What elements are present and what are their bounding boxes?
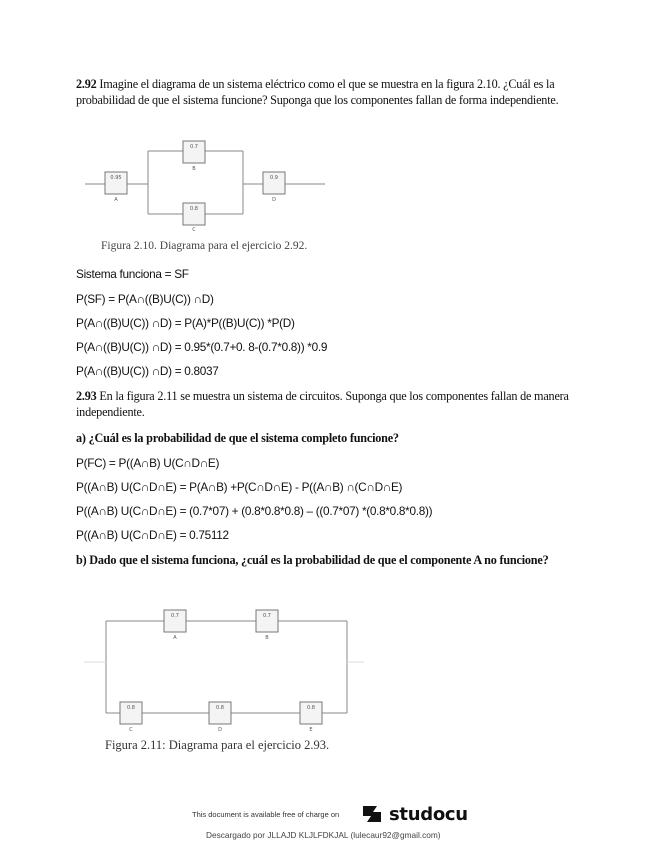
solution-line: P(FC) = P((A∩B) U(C∩D∩E) (76, 456, 220, 470)
component-d-label: D (272, 197, 276, 203)
component-e-prob: 0.8 (307, 705, 315, 711)
problem-number: 2.92 (76, 77, 97, 91)
component-b-prob: 0.7 (263, 613, 271, 619)
component-d-prob: 0.8 (216, 705, 224, 711)
component-a-prob: 0.7 (171, 613, 179, 619)
component-a-prob: 0.95 (110, 175, 122, 181)
footer-available-text: This document is available free of charge on (192, 810, 340, 819)
question-b: b) Dado que el sistema funciona, ¿cuál es la probabilidad de que el componente A no funcione? (76, 553, 549, 567)
component-d-prob: 0.9 (270, 175, 278, 181)
figure-2-11-diagram (84, 603, 364, 733)
solution-line: P((A∩B) U(C∩D∩E) = 0.75112 (76, 528, 229, 542)
figure-2-11-caption: Figura 2.11: Diagrama para el ejercicio 2.93. (105, 738, 330, 752)
studocu-logo[interactable] (360, 802, 468, 826)
component-b-label: B (265, 635, 269, 641)
solution-line: P(A∩((B)U(C)) ∩D) = 0.95*(0.7+0. 8-(0.7*0.8)) *0.9 (76, 340, 328, 354)
figure-2-10-caption: Figura 2.10. Diagrama para el ejercicio 2.92. (101, 240, 308, 252)
component-c-label: C (192, 227, 196, 233)
problem-number: 2.93 (76, 389, 97, 403)
solution-line: Sistema funciona = SF (76, 267, 189, 281)
problem-text: En la figura 2.11 se muestra un sistema de circuitos. Suponga que los componentes fallan de manera independiente. (76, 389, 569, 419)
component-c-label: C (129, 727, 133, 733)
problem-text: Imagine el diagrama de un sistema eléctrico como el que se muestra en la figura 2.10. ¿Cuál es la probabilidad de que el sistema funcione? Suponga que los componentes fallan de forma independiente. (76, 77, 559, 107)
solution-line: P(SF) = P(A∩((B)U(C)) ∩D) (76, 292, 214, 306)
studocu-brand: studocu (389, 803, 468, 825)
solution-line: P(A∩((B)U(C)) ∩D) = P(A)*P((B)U(C)) *P(D) (76, 316, 295, 330)
problem-2-93-statement (76, 389, 586, 420)
solution-line: P((A∩B) U(C∩D∩E) = P(A∩B) +P(C∩D∩E) - P((A∩B) ∩(C∩D∩E) (76, 480, 403, 494)
question-a: a) ¿Cuál es la probabilidad de que el sistema completo funcione? (76, 431, 399, 445)
component-a-label: A (114, 197, 118, 203)
component-c-prob: 0.8 (127, 705, 135, 711)
component-e-label: E (309, 727, 313, 733)
figure-2-10-diagram (80, 138, 330, 238)
studocu-logo-icon (360, 802, 386, 826)
component-d-label: D (218, 727, 222, 733)
problem-2-92-statement (76, 77, 586, 108)
component-b-label: B (192, 166, 196, 172)
solution-line: P((A∩B) U(C∩D∩E) = (0.7*07) + (0.8*0.8*0.8) – ((0.7*07) *(0.8*0.8*0.8)) (76, 504, 433, 518)
solution-line: P(A∩((B)U(C)) ∩D) = 0.8037 (76, 364, 219, 378)
component-a-label: A (173, 635, 177, 641)
component-b-prob: 0.7 (190, 144, 198, 150)
component-c-prob: 0.8 (190, 206, 198, 212)
footer-downloaded-text: Descargado por JLLAJD KLJLFDKJAL (lulecaur92@gmail.com) (206, 830, 441, 840)
